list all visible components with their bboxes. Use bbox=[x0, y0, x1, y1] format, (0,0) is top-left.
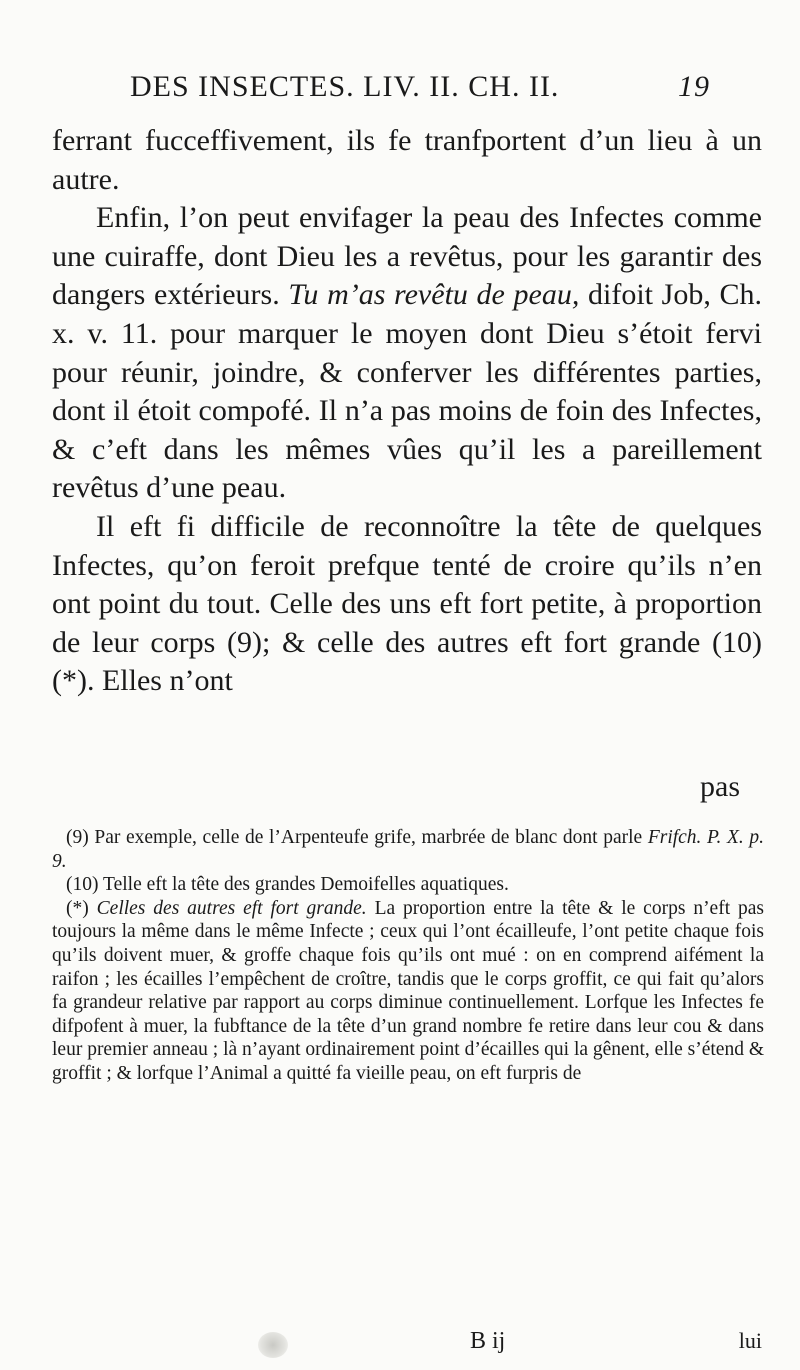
footnote-9 bbox=[52, 826, 764, 873]
footnote-star bbox=[52, 897, 764, 1086]
paragraph-tete: Il eft fi difficile de reconnoître la tête de quelques Infectes, qu’on feroit prefque tenté de croire qu’ils n’en ont point du tout. Celle des uns eft fort petite, à proportion de leur corps (9); & celle des autres eft fort grande (10) (*). Elles n’ont bbox=[52, 509, 762, 698]
main-text bbox=[52, 122, 762, 701]
footnote-10 bbox=[52, 873, 764, 897]
page-number: 19 bbox=[678, 70, 710, 103]
running-title: DES INSECTES. LIV. II. CH. II. bbox=[130, 70, 560, 103]
footnote-9-ref: Frifch. P. X. p. 9. bbox=[52, 827, 764, 872]
footnote-9-text: Par exemple, celle de l’Arpenteufe grife, marbrée de blanc dont parle bbox=[94, 827, 643, 848]
ink-stain bbox=[258, 1332, 288, 1358]
footnote-9-mark: (9) bbox=[66, 827, 89, 848]
footnote-10-text: Telle eft la tête des grandes Demoifelles aquatiques. bbox=[103, 874, 509, 896]
paragraph-peau-text: Enfin, l’on peut envifager la peau des Infectes comme une cuiraffe, dont Dieu les a revêtus, pour les garantir des dangers extérieurs. bbox=[52, 201, 762, 312]
footnotes bbox=[52, 826, 764, 1086]
footnote-star-ital: Celles des autres eft fort grande. bbox=[96, 897, 367, 919]
footnote-catchword: lui bbox=[738, 1328, 762, 1353]
catchword: pas bbox=[700, 770, 740, 803]
paragraph-peau-rest: difoit Job, Ch. x. v. 11. pour marquer le moyen dont Dieu s’étoit fervi pour réunir, joindre, & conferver les différentes parties, dont il étoit compofé. Il n’a pas moins de foin des Infectes, & c’eft dans les mêmes vûes qu’il les a pareillement revêtus d’une peau. bbox=[52, 278, 762, 505]
footnote-10-mark: (10) bbox=[66, 874, 99, 896]
job-quote: Tu m’as revêtu de peau, bbox=[288, 278, 580, 312]
footnote-star-mark: (*) bbox=[66, 897, 89, 919]
signature-mark: B ij bbox=[470, 1328, 506, 1354]
running-head bbox=[130, 70, 710, 114]
paragraph-peau bbox=[52, 199, 762, 508]
paragraph-continuation: ferrant fucceffivement, ils fe tranfportent d’un lieu à un autre. bbox=[52, 124, 762, 196]
footnote-star-text: La proportion entre la tête & le corps n’eft pas toujours la même dans le même Infecte ; ceux qui l’ont écailleufe, l’ont petite chaque fois qu’ils doivent muer, & groffe chaque fois qu’ils ont mué : on en comprend aifément la raifon ; les écailles l’empêchent de croître, tandis que le corps groffit, ce qui fait qu’alors fa grandeur relative par rapport au corps diminue continuellement. Lorfque les Infectes fe difpofent à muer, la fubftance de la tête d’un grand nombre fe retire dans leur cou & dans leur premier anneau ; là n’ayant ordinairement point d’écailles qui la gênent, elle s’étend & groffit ; & lorfque l’Animal a quitté fa vieille peau, on eft furpris de bbox=[52, 897, 765, 1084]
